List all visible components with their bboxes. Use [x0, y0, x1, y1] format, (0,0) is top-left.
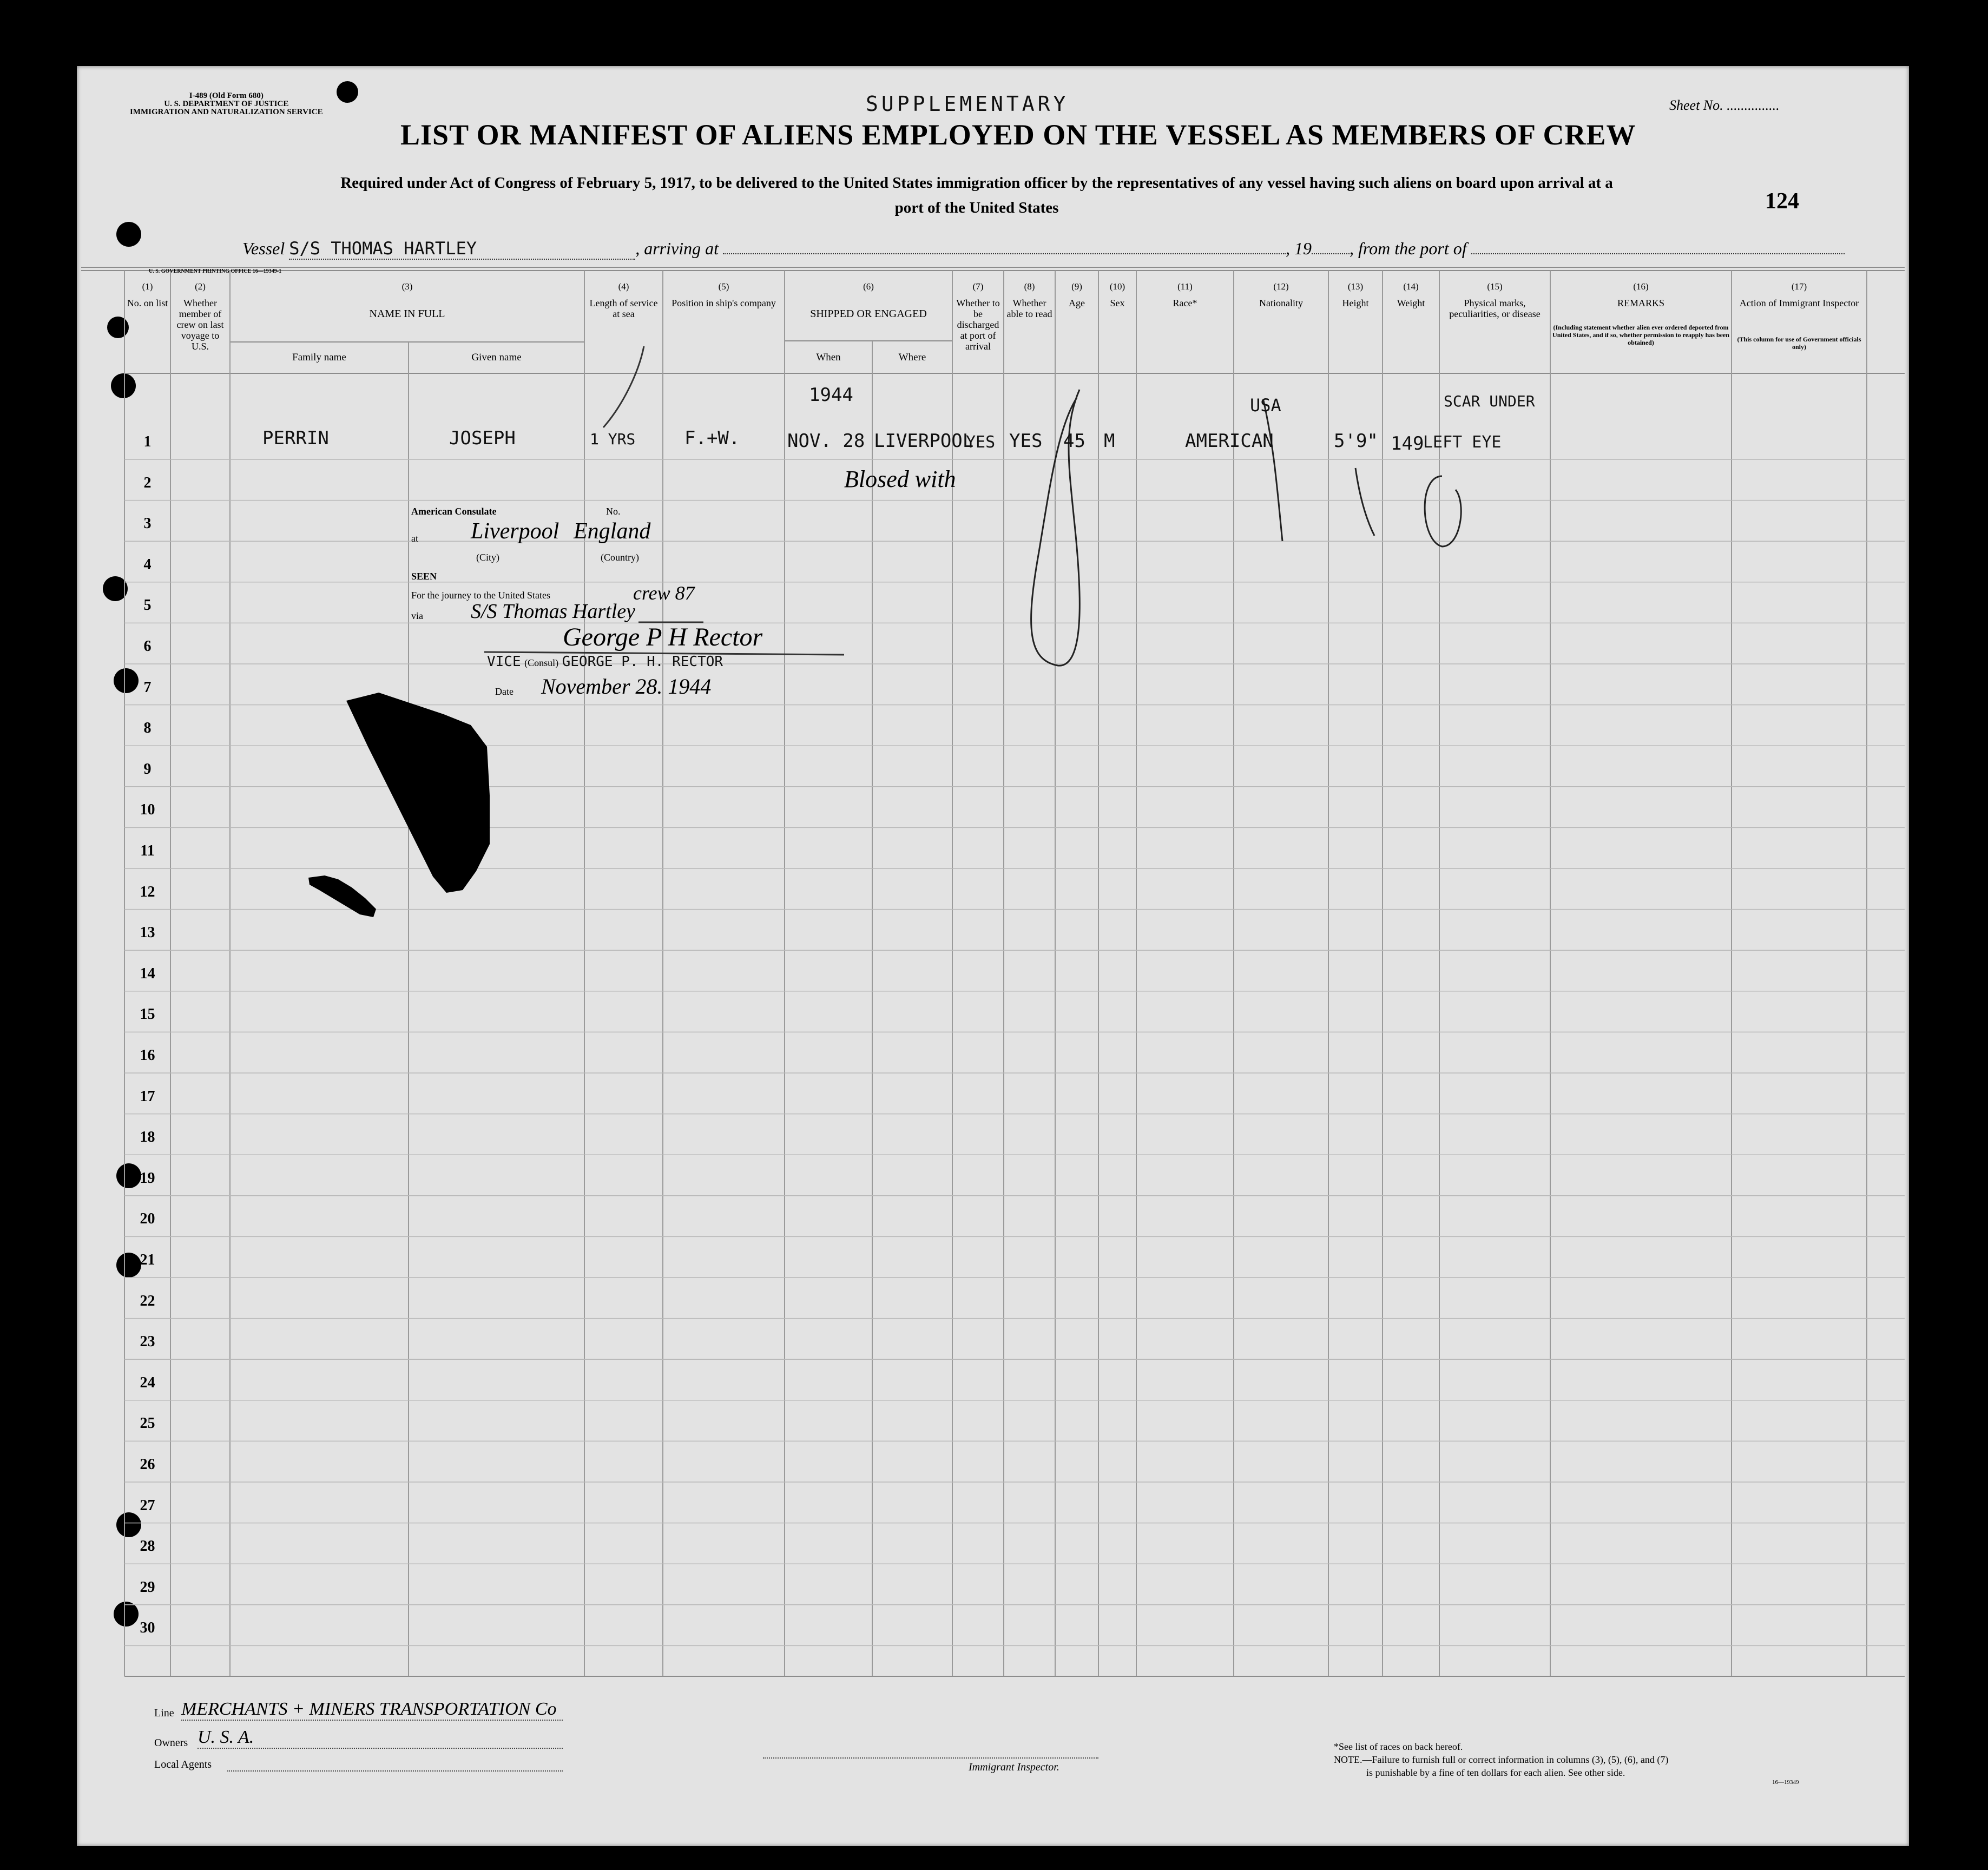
form-number: I-489 (Old Form 680)	[189, 91, 264, 100]
closed-note: Blosed with	[844, 466, 956, 492]
races-note: *See list of races on back hereof.	[1334, 1741, 1463, 1752]
consulate-city: Liverpool	[471, 519, 559, 544]
consul-signature: George P H Rector	[563, 623, 763, 651]
column-number: (15)	[1487, 281, 1503, 292]
department-name: U. S. DEPARTMENT OF JUSTICE	[164, 100, 289, 108]
sheet-number-label: Sheet No. ...............	[1669, 97, 1780, 113]
column-label: NAME IN FULL	[369, 308, 445, 320]
position: F.+W.	[684, 427, 740, 449]
supplementary-note: SUPPLEMENTARY	[866, 92, 1069, 116]
shipped-year: 1944	[809, 384, 853, 406]
row-number: 1	[143, 433, 152, 450]
column-label: Length of service at sea	[589, 298, 658, 319]
row-number: 26	[140, 1456, 155, 1473]
service-name: IMMIGRATION AND NATURALIZATION SERVICE	[130, 108, 323, 116]
row-number: 19	[140, 1169, 155, 1187]
row-number: 5	[143, 597, 152, 614]
sex-value: M	[1104, 430, 1115, 452]
column-sublabel: When	[816, 352, 841, 363]
local-agents-line	[227, 1759, 563, 1772]
line-value: MERCHANTS + MINERS TRANSPORTATION Co	[181, 1699, 563, 1721]
page-number: 124	[1765, 189, 1799, 214]
column-sublabel: Given name	[471, 352, 522, 363]
row-number: 30	[140, 1619, 155, 1637]
column-label: Whether member of crew on last voyage to U.S.	[176, 298, 224, 352]
row-number: 13	[140, 924, 155, 941]
row-number: 2	[143, 474, 152, 491]
column-label: Height	[1342, 298, 1369, 308]
height-value: 5'9"	[1334, 430, 1378, 452]
row-number: 22	[140, 1292, 155, 1309]
row-number: 28	[140, 1538, 155, 1555]
column-number: (6)	[863, 281, 874, 292]
weight-value: 149	[1391, 433, 1424, 455]
vessel-name: S/S THOMAS HARTLEY	[289, 238, 635, 260]
column-label: SHIPPED OR ENGAGED	[810, 308, 927, 320]
row-number: 14	[140, 965, 155, 982]
physical-marks-line1: SCAR UNDER	[1444, 392, 1535, 410]
row-number: 20	[140, 1210, 155, 1228]
consulate-heading: American Consulate	[411, 506, 497, 517]
column-number: (14)	[1403, 281, 1419, 292]
able-to-read-value: YES	[1009, 430, 1043, 452]
row-number: 9	[143, 760, 152, 778]
form-agency-block	[130, 92, 323, 116]
city-label: (City)	[476, 552, 499, 563]
inspector-label: Immigrant Inspector.	[969, 1761, 1059, 1773]
column-note: (Including statement whether alien ever ordered deported from United States, and if so, whether permission to reapply has been obtained)	[1552, 324, 1729, 346]
column-number: (4)	[618, 281, 629, 292]
stamp-vessel: S/S Thomas Hartley	[471, 600, 635, 623]
discharged-value: YES	[966, 433, 996, 452]
row-number: 7	[143, 679, 152, 696]
row-number: 15	[140, 1006, 155, 1023]
column-number: (10)	[1109, 281, 1125, 292]
consul-title-line: VICE (Consul) GEORGE P. H. RECTOR	[487, 654, 723, 670]
consulate-at-label: at	[411, 533, 418, 544]
row-number: 24	[140, 1374, 155, 1391]
column-number: (8)	[1024, 281, 1035, 292]
row-number: 21	[140, 1252, 155, 1268]
row-number: 12	[140, 883, 155, 900]
row-number: 4	[143, 556, 152, 573]
shipped-where: LIVERPOOL	[874, 430, 974, 452]
column-label: Action of Immigrant Inspector	[1739, 298, 1859, 308]
column-label: REMARKS	[1617, 298, 1665, 308]
local-agents-label: Local Agents	[154, 1759, 212, 1770]
column-number: (9)	[1071, 281, 1082, 292]
family-name: PERRIN	[262, 427, 329, 449]
penalty-note-line2: is punishable by a fine of ten dollars for each alien. See other side.	[1366, 1767, 1625, 1778]
nationality-note: USA	[1250, 395, 1281, 416]
row-number: 18	[140, 1129, 155, 1146]
form-title: LIST OR MANIFEST OF ALIENS EMPLOYED ON THE VESSEL AS MEMBERS OF CREW	[400, 118, 1636, 151]
row-number: 16	[140, 1047, 155, 1064]
column-number: (1)	[142, 281, 153, 292]
column-sublabel: Where	[898, 352, 926, 363]
row-number: 10	[140, 801, 155, 819]
country-label: (Country)	[601, 552, 639, 563]
form-subtitle: Required under Act of Congress of February 5, 1917, to be delivered to the United States immigration officer by the representatives of any vessel having such aliens on board upon arrival at a port of the United States	[340, 174, 1613, 216]
column-label: Whether to be discharged at port of arrival	[956, 298, 1000, 352]
length-of-service: 1 YRS	[590, 430, 636, 448]
row-number: 3	[143, 515, 152, 532]
via-label: via	[411, 610, 423, 621]
printing-office: U. S. GOVERNMENT PRINTING OFFICE 16—19349-1	[149, 268, 282, 274]
column-label: Race*	[1173, 298, 1197, 308]
row-number: 17	[140, 1088, 155, 1105]
column-number: (16)	[1633, 281, 1649, 292]
penalty-note-line1: NOTE.—Failure to furnish full or correct information in columns (3), (5), (6), and (7)	[1334, 1754, 1669, 1765]
seen-label: SEEN	[411, 571, 437, 582]
bottom-code: 16—19349	[1772, 1779, 1799, 1786]
crew-note: crew 87	[633, 582, 695, 604]
age-value: 45	[1063, 430, 1085, 452]
physical-marks-line2: LEFT EYE	[1423, 433, 1502, 452]
row-number: 11	[140, 842, 155, 859]
column-number: (2)	[195, 281, 206, 292]
row-number: 8	[143, 720, 152, 737]
column-label: Age	[1069, 298, 1085, 308]
row-number: 29	[140, 1578, 155, 1596]
column-label: Position in ship's company	[672, 298, 776, 308]
consul-name: GEORGE P. H. RECTOR	[562, 654, 723, 670]
journey-label: For the journey to the United States	[411, 590, 550, 601]
row-number: 6	[143, 638, 152, 655]
column-number: (7)	[972, 281, 984, 292]
column-number: (17)	[1791, 281, 1807, 292]
column-label: Physical marks, peculiarities, or disease	[1449, 298, 1541, 319]
date-label: Date	[495, 686, 514, 697]
column-label: Sex	[1110, 298, 1125, 308]
column-label: Nationality	[1259, 298, 1303, 308]
consulate-no-label: No.	[606, 506, 621, 517]
owners-value: U. S. A.	[198, 1727, 563, 1749]
column-number: (11)	[1177, 281, 1193, 292]
column-label: Weight	[1397, 298, 1425, 308]
column-number: (5)	[718, 281, 729, 292]
row-number: 23	[140, 1333, 155, 1351]
shipped-when: NOV. 28	[787, 430, 865, 452]
column-label: No. on list	[127, 298, 168, 308]
vessel-line: Vessel S/S THOMAS HARTLEY , arriving at , 19 , from the port of	[242, 238, 1845, 260]
column-note: (This column for use of Government officials only)	[1737, 335, 1861, 351]
column-label: Whether able to read	[1006, 298, 1052, 319]
consulate-country: England	[574, 519, 651, 544]
race-value: AMERICAN	[1185, 430, 1274, 452]
column-number: (13)	[1347, 281, 1364, 292]
row-number: 27	[140, 1497, 155, 1514]
line-label: Line	[154, 1707, 174, 1719]
column-number: (12)	[1273, 281, 1289, 292]
stamp-date: November 28. 1944	[541, 674, 712, 699]
owners-label: Owners	[154, 1737, 188, 1749]
given-name: JOSEPH	[449, 427, 516, 449]
column-sublabel: Family name	[292, 352, 346, 363]
column-number: (3)	[401, 281, 413, 292]
inspector-line	[763, 1757, 1098, 1759]
row-number: 25	[140, 1415, 155, 1432]
